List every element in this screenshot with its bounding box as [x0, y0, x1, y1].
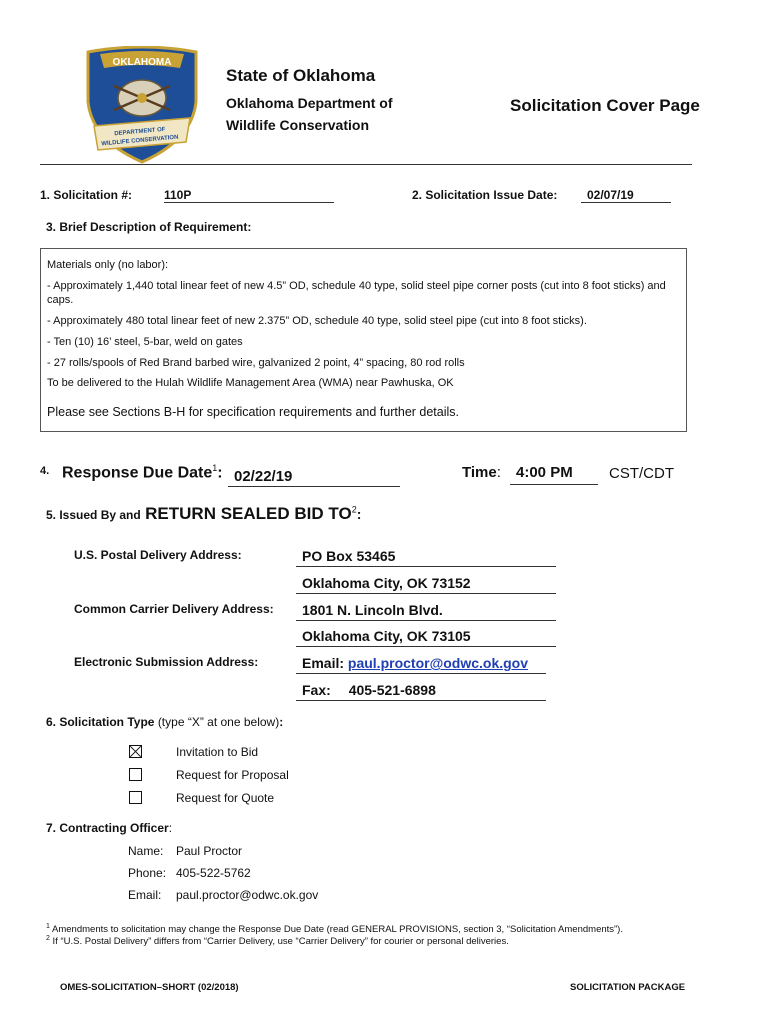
response-due-label	[62, 463, 223, 482]
contracting-officer-label: 7. Contracting Officer	[46, 821, 169, 835]
request-for-quote-checkbox[interactable]	[129, 791, 142, 804]
issued-by-colon: :	[356, 506, 362, 522]
logo-wildlife-text: WILDLIFE CONSERVATION	[101, 134, 179, 148]
contracting-officer-colon: :	[168, 821, 173, 835]
solicitation-type-hint: (type “X” at one below)	[157, 715, 280, 729]
solicitation-number-field[interactable]	[164, 188, 334, 203]
postal-address-line-2[interactable]	[296, 575, 556, 594]
request-for-proposal-label: Request for Proposal	[176, 768, 289, 782]
footnote-1-text: Amendments to solicitation may change the Response Due Date (read GENERAL PROVISIONS, section 3, “Solicitation Amendments”).	[49, 924, 623, 936]
response-due-colon: :	[217, 464, 223, 482]
time-value: 4:00 PM	[516, 464, 573, 481]
document-title: Solicitation Cover Page	[510, 96, 700, 115]
carrier-address-label: Common Carrier Delivery Address:	[74, 602, 274, 616]
contracting-officer-heading	[46, 821, 172, 835]
carrier-address-line-2[interactable]	[296, 628, 556, 647]
description-line: - Approximately 480 total linear feet of new 2.375” OD, schedule 40 type, solid steel pipe (cut into 8 foot sticks).	[47, 315, 587, 327]
solicitation-number-value: 110P	[164, 188, 192, 202]
fax-value: 405-521-6898	[348, 682, 436, 698]
postal-address-label: U.S. Postal Delivery Address:	[74, 548, 242, 562]
description-note: Please see Sections B-H for specification requirements and further details.	[47, 405, 460, 419]
invitation-to-bid-label: Invitation to Bid	[176, 745, 259, 759]
description-box	[40, 248, 687, 432]
response-due-text: Response Due Date	[62, 464, 213, 482]
footnote-1	[46, 923, 736, 935]
request-for-quote-label: Request for Quote	[176, 791, 275, 805]
issue-date-label: 2. Solicitation Issue Date:	[412, 188, 558, 202]
footnote-2	[46, 935, 736, 947]
description-line: - 27 rolls/spools of Red Brand barbed wire, galvanized 2 point, 4” spacing, 80 rod rolls	[47, 357, 465, 369]
issue-date-field[interactable]	[581, 188, 671, 203]
officer-name-label: Name:	[128, 844, 164, 858]
issued-by-prefix: 5. Issued By and	[46, 508, 141, 522]
postal-line-2-value: Oklahoma City, OK 73152	[302, 575, 471, 591]
return-sealed-bid-text: RETURN SEALED BID TO	[145, 504, 352, 523]
email-address-field[interactable]	[296, 655, 546, 674]
carrier-address-line-1[interactable]	[296, 602, 556, 621]
officer-phone-value: 405-522-5762	[176, 866, 251, 880]
fax-label: Fax:	[302, 682, 331, 698]
description-line: Materials only (no labor):	[47, 259, 169, 271]
footer-form-id: OMES-SOLICITATION–SHORT (02/2018)	[60, 982, 239, 993]
issued-by-heading	[46, 504, 361, 524]
description-line: To be delivered to the Hulah Wildlife Management Area (WMA) near Pawhuska, OK	[47, 377, 454, 389]
footnote-1-marker: 1	[46, 923, 50, 930]
email-label: Email:	[302, 655, 345, 671]
description-line: - Approximately 1,440 total linear feet of new 4.5” OD, schedule 40 type, solid steel pipe corner posts (cut into 8 foot sticks) and caps.	[47, 280, 666, 306]
officer-email-value: paul.proctor@odwc.ok.gov	[176, 888, 319, 902]
solicitation-type-label: 6. Solicitation Type	[46, 715, 155, 729]
postal-line-1-value: PO Box 53465	[302, 548, 396, 564]
time-field[interactable]	[510, 464, 598, 485]
officer-name-value: Paul Proctor	[176, 844, 243, 858]
solicitation-type-heading	[46, 715, 283, 729]
solicitation-type-colon: :	[279, 715, 284, 729]
header-divider	[40, 164, 692, 165]
department-name	[226, 92, 392, 136]
footnote-2-marker: 2	[46, 935, 50, 942]
carrier-line-2-value: Oklahoma City, OK 73105	[302, 628, 471, 644]
fax-field[interactable]	[296, 682, 546, 701]
response-due-date-value: 02/22/19	[234, 468, 293, 485]
odwc-logo	[80, 46, 204, 166]
request-for-proposal-checkbox[interactable]	[129, 768, 142, 781]
officer-phone-label: Phone:	[128, 866, 167, 880]
timezone: CST/CDT	[609, 465, 674, 482]
logo-dept-text: DEPARTMENT OF	[114, 126, 166, 138]
postal-address-line-1[interactable]	[296, 548, 556, 567]
invitation-to-bid-checkbox[interactable]	[129, 745, 142, 758]
footnote-ref-1: 1	[212, 463, 218, 473]
footnote-ref-2: 2	[351, 504, 357, 515]
time-label-text: Time	[462, 464, 497, 481]
solicitation-number-label: 1. Solicitation #:	[40, 188, 133, 202]
response-due-date-field[interactable]	[228, 468, 400, 487]
carrier-line-1-value: 1801 N. Lincoln Blvd.	[302, 602, 443, 618]
officer-email-label: Email:	[128, 888, 162, 902]
time-colon: :	[496, 464, 501, 481]
electronic-address-label: Electronic Submission Address:	[74, 655, 259, 669]
footer-package-label: SOLICITATION PACKAGE	[570, 982, 686, 993]
email-link[interactable]: paul.proctor@odwc.ok.gov	[347, 655, 529, 671]
footnote-2-text: If “U.S. Postal Delivery” differs from “Carrier Delivery, use “Carrier Delivery” for courier or personal deliveries.	[49, 936, 509, 948]
state-title: State of Oklahoma	[226, 66, 376, 85]
issue-date-value: 02/07/19	[587, 188, 634, 202]
logo-state-text: OKLAHOMA	[112, 57, 172, 68]
department-line-2: Wildlife Conservation	[226, 117, 370, 133]
time-label	[462, 464, 501, 481]
department-line-1: Oklahoma Department of	[226, 95, 393, 111]
brief-description-label: 3. Brief Description of Requirement:	[46, 220, 252, 234]
response-number: 4.	[40, 465, 50, 477]
description-line: - Ten (10) 16’ steel, 5-bar, weld on gates	[47, 336, 243, 348]
